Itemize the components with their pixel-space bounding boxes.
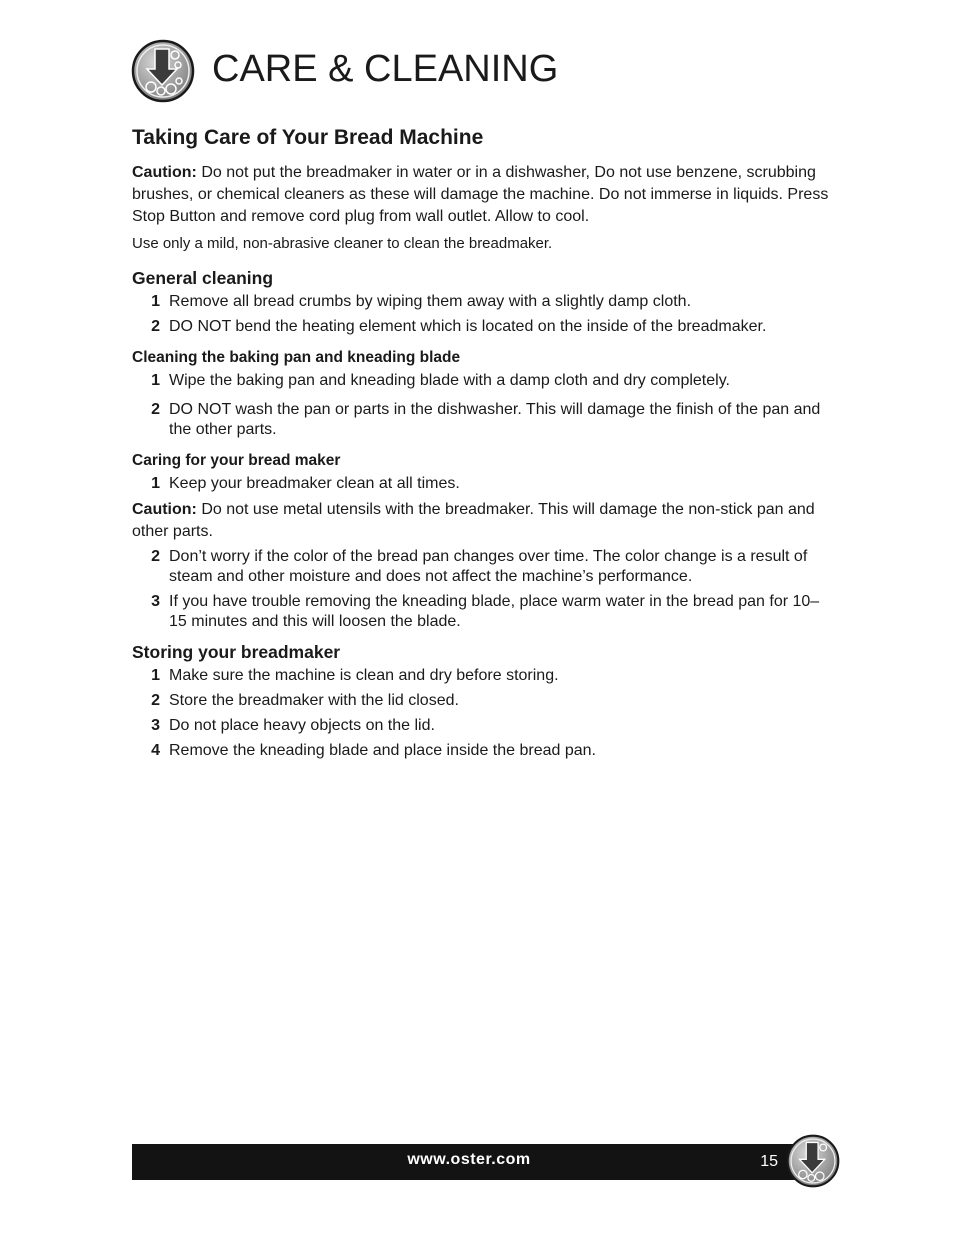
caring-list-2	[132, 547, 832, 632]
caution-label: Caution:	[132, 501, 197, 518]
item-number: 4	[151, 742, 160, 759]
cleaner-note: Use only a mild, non-abrasive cleaner to clean the breadmaker.	[132, 235, 553, 252]
item-number: 3	[151, 593, 160, 610]
item-number: 2	[151, 548, 160, 565]
item-text: DO NOT wash the pan or parts in the dishwasher. This will damage the finish of the pan and the other parts.	[169, 401, 821, 438]
main-content	[132, 124, 832, 761]
cleaning-drop-icon	[786, 1134, 840, 1188]
caring-heading: Caring for your bread maker	[132, 452, 341, 469]
caring-list-1	[132, 474, 832, 494]
utensil-caution-paragraph	[132, 499, 832, 543]
list-item	[132, 716, 832, 736]
storing-heading: Storing your breadmaker	[132, 642, 341, 662]
list-item	[132, 691, 832, 711]
list-item	[132, 741, 832, 761]
item-text: Don’t worry if the color of the bread pan changes over time. The color change is a result of steam and other moisture and does not affect the machine’s performance.	[169, 548, 808, 585]
list-item	[132, 317, 832, 337]
item-text: Keep your breadmaker clean at all times.	[169, 475, 460, 492]
page-header	[131, 38, 195, 104]
footer-bar	[132, 1144, 806, 1180]
list-item	[132, 371, 832, 391]
page-title: CARE & CLEANING	[212, 48, 559, 90]
cleaning-drop-icon	[131, 39, 195, 103]
general-cleaning-heading: General cleaning	[132, 268, 274, 288]
item-number: 1	[151, 475, 160, 492]
item-text: Make sure the machine is clean and dry before storing.	[169, 667, 559, 684]
pan-cleaning-heading: Cleaning the baking pan and kneading blade	[132, 349, 461, 366]
item-number: 2	[151, 318, 160, 335]
item-text: Remove the kneading blade and place inside the bread pan.	[169, 742, 596, 759]
item-number: 2	[151, 692, 160, 709]
pan-cleaning-list	[132, 371, 832, 440]
item-text: If you have trouble removing the kneading blade, place warm water in the bread pan for 10–15 minutes and this will loosen the blade.	[169, 593, 820, 630]
caution-label: Caution:	[132, 164, 197, 181]
page-number: 15	[760, 1153, 778, 1170]
item-text: DO NOT bend the heating element which is located on the inside of the breadmaker.	[169, 318, 767, 335]
list-item	[132, 666, 832, 686]
item-text: Do not place heavy objects on the lid.	[169, 717, 435, 734]
item-number: 2	[151, 401, 160, 418]
item-number: 1	[151, 293, 160, 310]
item-number: 1	[151, 667, 160, 684]
section-title: Taking Care of Your Bread Machine	[132, 126, 484, 149]
list-item	[132, 547, 832, 587]
item-number: 3	[151, 717, 160, 734]
caution-text: Do not put the breadmaker in water or in a dishwasher, Do not use benzene, scrubbing brushes, or chemical cleaners as these will damage the machine. Do not immerse in liquids. Press Stop Button and remove cord plug from wall outlet. Allow to cool.	[132, 164, 829, 225]
storing-list	[132, 666, 832, 761]
item-text: Store the breadmaker with the lid closed.	[169, 692, 459, 709]
list-item	[132, 292, 832, 312]
footer-url[interactable]: www.oster.com	[407, 1151, 531, 1168]
general-cleaning-list	[132, 292, 832, 337]
list-item	[132, 474, 832, 494]
item-text: Remove all bread crumbs by wiping them away with a slightly damp cloth.	[169, 293, 692, 310]
list-item	[132, 400, 832, 440]
item-text: Wipe the baking pan and kneading blade with a damp cloth and dry completely.	[169, 372, 730, 389]
caution-paragraph	[132, 162, 832, 228]
item-number: 1	[151, 372, 160, 389]
caution-text: Do not use metal utensils with the breadmaker. This will damage the non-stick pan and other parts.	[132, 501, 815, 540]
list-item	[132, 592, 832, 632]
